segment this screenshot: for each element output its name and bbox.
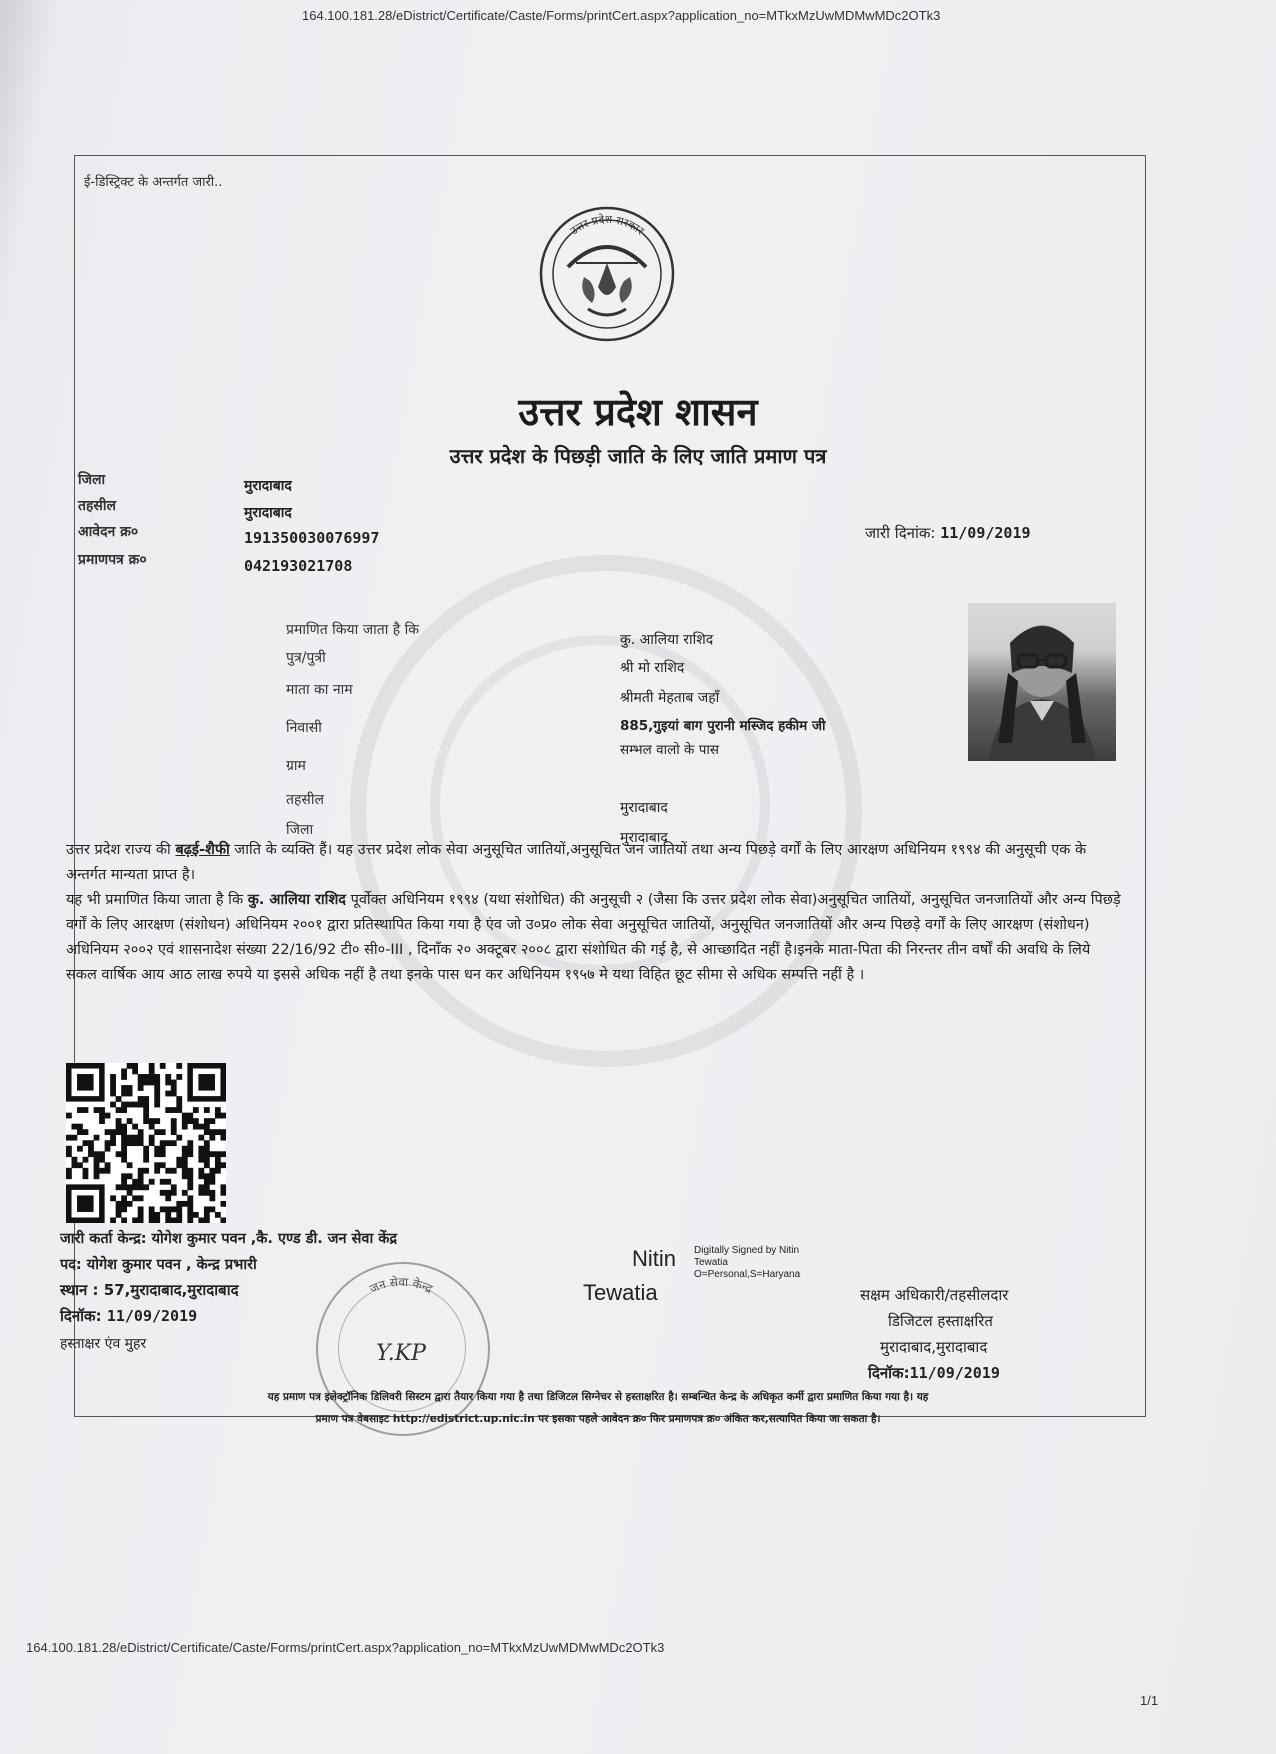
certificate-number: 042193021708 <box>244 557 353 575</box>
para2-prefix: यह भी प्रमाणित किया जाता है कि <box>66 892 248 908</box>
para2-rest: पूर्वोक्त अधिनियम १९९४ (यथा संशोधित) की अनुसूची २ (जैसा कि उत्तर प्रदेश लोक सेवा)अनुसूचित जातियों, अनुसूचित जनजातियों और अन्य पिछड़े वर्गों के लिए आरक्षण (संशोधन) अधिनियम २००१ द्वारा प्रतिस्थापित किया गया है एंव जो उ०प्र० लोक सेवा अनुसूचित जातियों, अनुसूचित जनजातियों और अन्य पिछड़े वर्गों के लिए आरक्षण (संशोधन) अधिनियम २००२ एवं शासनादेश संख्या 22/16/92 टी० सी०-III , दिनाँक २० अक्टूबर २००८ द्वारा संशोधित की गई है, से आच्छादित नहीं है।इनके माता-पिता की निरन्तर तीन वर्षों की अवधि के लिये सकल वार्षिक आय आठ लाख रुपये या इससे अधिक नहीं है तथा इनके पास धन कर अधिनियम १९५७ मे यथा विहित छूट सीमा से अधिक सम्पत्ति नहीं है । <box>66 892 1121 983</box>
svg-text:जन सेवा केन्द्र <box>367 1275 435 1296</box>
page-counter: 1/1 <box>1140 1693 1159 1708</box>
detail-value: श्रीमती मेहताब जहाँ <box>620 690 720 706</box>
issue-date-row <box>865 523 1031 543</box>
applicant-photo <box>968 603 1116 761</box>
income-paragraph <box>66 888 1124 988</box>
issuer-place: स्थान : 57,मुरादाबाद,मुरादाबाद <box>60 1281 239 1299</box>
meta-value: मुरादाबाद <box>244 478 292 494</box>
print-url-top: 164.100.181.28/eDistrict/Certificate/Caste/Forms/printCert.aspx?application_no=MTkxMzUwMDMwMDc2OTk3 <box>302 8 941 23</box>
authority-place: मुरादाबाद,मुरादाबाद <box>880 1338 988 1356</box>
detail-label: जिला <box>286 822 314 838</box>
detail-value: श्री मो राशिद <box>620 660 685 676</box>
para1-rest: जाति के व्यक्ति हैं। यह उत्तर प्रदेश लोक सेवा अनुसूचित जातियों,अनुसूचित जन जातियों तथा अन्य पिछड़े वर्गों के लिए आरक्षण अधिनियम १९९४ की अनुसूची एक के अन्तर्गत मान्यता प्राप्त है। <box>66 842 1087 883</box>
issued-under-note: ई-डिस्ट्रिक्ट के अन्तर्गत जारी.. <box>84 175 223 190</box>
signature-note <box>694 1245 800 1281</box>
meta-value: मुरादाबाद <box>244 505 292 521</box>
signer-name-2: Tewatia <box>583 1280 658 1305</box>
meta-label: आवेदन क्र० <box>78 524 139 540</box>
caste-name: बढ़ई-शैफी <box>175 842 230 858</box>
emblem-text: उत्तर प्रदेश सरकार <box>567 212 647 238</box>
issuer-post: पद: योगेश कुमार पवन , केन्द्र प्रभारी <box>60 1257 257 1273</box>
stamp-text: जन सेवा केन्द्र <box>367 1274 435 1297</box>
issuer-date-row <box>60 1306 197 1326</box>
signature-note-line1: Digitally Signed by Nitin <box>694 1245 800 1256</box>
detail-value: कु. आलिया राशिद <box>620 632 714 648</box>
issue-date-label: जारी दिनांक: <box>865 524 936 542</box>
authority-date: 11/09/2019 <box>909 1364 1000 1382</box>
authority-sign: डिजिटल हस्ताक्षरित <box>888 1312 993 1330</box>
signer-name-1: Nitin <box>632 1246 677 1271</box>
authority-title: सक्षम अधिकारी/तहसीलदार <box>860 1286 1009 1304</box>
signature-note-line2: Tewatia <box>694 1257 728 1268</box>
print-url-bottom: 164.100.181.28/eDistrict/Certificate/Caste/Forms/printCert.aspx?application_no=MTkxMzUwMDMwMDc2OTk3 <box>26 1640 665 1655</box>
caste-paragraph <box>66 838 1124 888</box>
issue-date: 11/09/2019 <box>940 524 1031 542</box>
detail-label: प्रमाणित किया जाता है कि <box>286 622 420 638</box>
para1-prefix: उत्तर प्रदेश राज्य की <box>66 842 176 858</box>
up-emblem-icon <box>538 205 676 343</box>
qr-code <box>66 1063 226 1223</box>
gov-title: उत्तर प्रदेश शासन <box>518 390 758 434</box>
application-number: 191350030076997 <box>244 529 380 547</box>
authority-date-label: दिनॉक: <box>868 1364 910 1382</box>
certificate-body <box>66 838 1124 988</box>
detail-label: ग्राम <box>286 758 306 774</box>
detail-label: माता का नाम <box>286 682 353 698</box>
detail-value: मुरादाबाद <box>620 800 668 816</box>
para2-applicant-name: कु. आलिया राशिद <box>247 892 346 908</box>
certificate-subtitle: उत्तर प्रदेश के पिछड़ी जाति के लिए जाति प्रमाण पत्र <box>449 444 827 468</box>
signature-note-line3: O=Personal,S=Haryana <box>694 1269 801 1280</box>
authority-date-row <box>868 1363 1000 1383</box>
detail-label: निवासी <box>286 720 322 736</box>
issuer-center: जारी कर्ता केन्द्र: योगेश कुमार पवन ,कै. एण्ड डी. जन सेवा केंद्र <box>60 1231 398 1247</box>
issuer-date-label: दिनॉक: <box>60 1307 102 1325</box>
meta-label: प्रमाणपत्र क्र० <box>78 552 147 568</box>
detail-value-line2: सम्भल वालो के पास <box>620 742 720 758</box>
verification-note-1: यह प्रमाण पत्र इलेक्ट्रॉनिक डिलिवरी सिस्टम द्वारा तैयार किया गया है तथा डिजिटल सिग्नेचर से हस्ताक्षरित है। सम्बन्धित केन्द्र के अधिकृत कर्मी द्वारा प्रमाणित किया गया है। यह <box>267 1391 929 1403</box>
svg-text:उत्तर प्रदेश सरकार <box>568 213 647 238</box>
meta-label: तहसील <box>78 498 116 514</box>
meta-label: जिला <box>78 472 106 488</box>
stamp-initials: Y.KP <box>376 1341 426 1366</box>
detail-value: 885,गुइयां बाग पुरानी मस्जिद हकीम जी <box>620 718 826 734</box>
issuer-date: 11/09/2019 <box>106 1307 198 1325</box>
detail-label: पुत्र/पुत्री <box>286 650 326 666</box>
issuer-sign-label: हस्ताक्षर एंव मुहर <box>60 1336 147 1352</box>
jan-seva-kendra-stamp <box>316 1262 490 1436</box>
verification-note-2: प्रमाण पत्र वेबसाइट http://edistrict.up.nic.in पर इसका पहले आवेदन क्र० फिर प्रमाणपत्र क्र० अंकित कर,सत्यापित किया जा सकता है। <box>315 1413 881 1425</box>
detail-value: मुरादाबाद <box>620 830 668 846</box>
detail-label: तहसील <box>286 792 324 808</box>
